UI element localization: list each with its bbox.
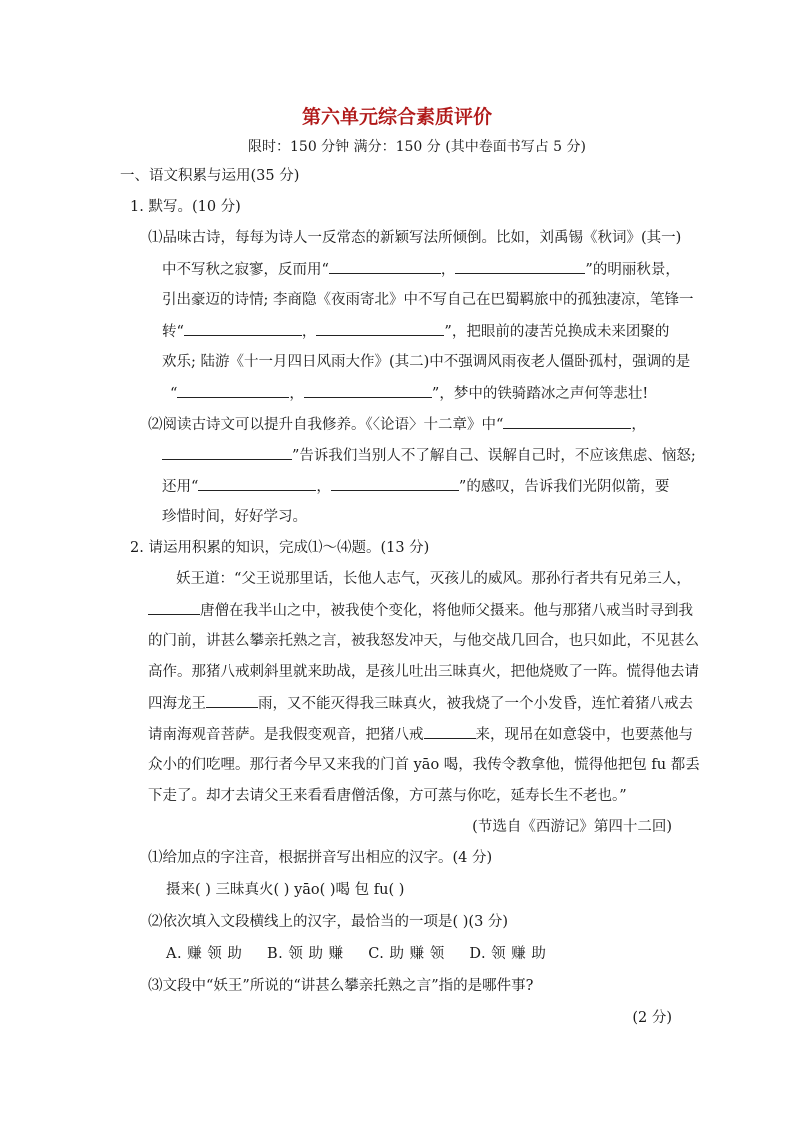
passage-line5: 四海龙王 雨，又不能灭得我三昧真火，被我烧了一个小发昏，连忙着猪八戒去 xyxy=(148,693,693,714)
passage-line4: 高作。那猪八戒刺斜里就来助战，是孩儿吐出三昧真火，把他烧败了一阵。慌得他去请 xyxy=(148,664,699,680)
answer-blank[interactable] xyxy=(331,476,459,491)
sub-question-1-items: 摄来( ) 三昧真火( ) yāo( )喝 包 fu( ) xyxy=(166,882,405,898)
question-2-heading: 2. 请运用积累的知识，完成⑴～⑷题。(13 分) xyxy=(130,540,430,556)
answer-blank[interactable] xyxy=(455,259,585,274)
passage-blank[interactable] xyxy=(148,600,200,615)
options-row xyxy=(166,944,566,964)
q1-p1-line1: ⑴品味古诗，每每为诗人一反常态的新颖写法所倾倒。比如，刘禹锡《秋词》(其一) xyxy=(148,230,682,246)
exam-info: 限时：150 分钟 满分：150 分 (其中卷面书写占 5 分) xyxy=(248,139,586,155)
sub-question-1: ⑴给加点的字注音，根据拼音写出相应的汉字。(4 分) xyxy=(148,850,493,866)
q1-p1-line3: 引出豪迈的诗情; 李商隐《夜雨寄北》中不写自己在巴蜀羁旅中的孤独凄凉，笔锋一 xyxy=(162,292,694,308)
passage-line7: 众小的们吃哩。那行者今早又来我的门首 yāo 喝，我传令教拿他，慌得他把包 fu 都丢 xyxy=(148,757,700,773)
passage-line2: 唐僧在我半山之中，被我使个变化，将他师父摄来。他与那猪八戒当时寻到我 xyxy=(148,600,693,621)
passage-source: (节选自《西游记》第四十二回) xyxy=(472,819,672,835)
section-heading: 一、语文积累与运用(35 分) xyxy=(120,168,300,184)
passage-line8: 下走了。却才去请父王来看看唐僧活像，方可蒸与你吃，延寿长生不老也。” xyxy=(148,788,627,804)
answer-blank[interactable] xyxy=(162,445,292,460)
answer-blank[interactable] xyxy=(316,321,444,336)
sub-question-3: ⑶文段中“妖王”所说的“讲甚么攀亲托熟之言”指的是哪件事? xyxy=(148,978,534,994)
option-a[interactable]: A. 赚 领 助 xyxy=(166,946,243,962)
q1-p1-line4: 转“ ， ”，把眼前的凄苦兑换成未来团聚的 xyxy=(162,321,669,342)
sub-question-2: ⑵依次填入文段横线上的汉字，最恰当的一项是( )(3 分) xyxy=(148,914,509,930)
passage-line1: 妖王道：“父王说那里话，长他人志气，灭孩儿的威风。那孙行者共有兄弟三人， xyxy=(176,571,691,587)
answer-blank[interactable] xyxy=(503,414,631,429)
q1-p2-line3: 还用“ ， ”的感叹，告诉我们光阴似箭，要 xyxy=(162,476,669,497)
q1-p2-line4: 珍惜时间，好好学习。 xyxy=(162,509,307,525)
passage-blank[interactable] xyxy=(206,693,258,708)
answer-blank[interactable] xyxy=(329,259,441,274)
answer-blank[interactable] xyxy=(198,476,316,491)
page-title: 第六单元综合素质评价 xyxy=(301,106,492,128)
q1-p2-line2: ”告诉我们当别人不了解自己、误解自己时，不应该焦虑、恼怒; xyxy=(162,445,696,466)
answer-blank[interactable] xyxy=(304,383,432,398)
q1-p1-line2: 中不写秋之寂寥，反而用“ ， ”的明丽秋景， xyxy=(162,259,680,280)
passage-line6: 请南海观音菩萨。是我假变观音，把猪八戒 来，现吊在如意袋中，也要蒸他与 xyxy=(148,724,693,745)
passage-blank[interactable] xyxy=(424,724,476,739)
q1-p2-line1: ⑵阅读古诗文可以提升自我修养。《〈论语〉十二章》中“ ， xyxy=(148,414,646,435)
passage-line3: 的门前，讲甚么攀亲托熟之言，被我怒发冲天，与他交战几回合，也只如此，不见甚么 xyxy=(148,633,699,649)
option-d[interactable]: D. 领 赚 助 xyxy=(469,946,547,962)
option-b[interactable]: B. 领 助 赚 xyxy=(267,946,344,962)
option-c[interactable]: C. 助 赚 领 xyxy=(368,946,445,962)
question-1-heading: 1. 默写。(10 分) xyxy=(130,199,241,215)
answer-blank[interactable] xyxy=(184,321,302,336)
q1-p1-line5: 欢乐; 陆游《十一月四日风雨大作》(其二)中不强调风雨夜老人僵卧孤村，强调的是 xyxy=(162,354,691,370)
q1-p1-line6: “ ， ”，梦中的铁骑踏冰之声何等悲壮! xyxy=(170,383,648,404)
answer-blank[interactable] xyxy=(177,383,289,398)
sub-question-3-score: (2 分) xyxy=(632,1010,672,1026)
